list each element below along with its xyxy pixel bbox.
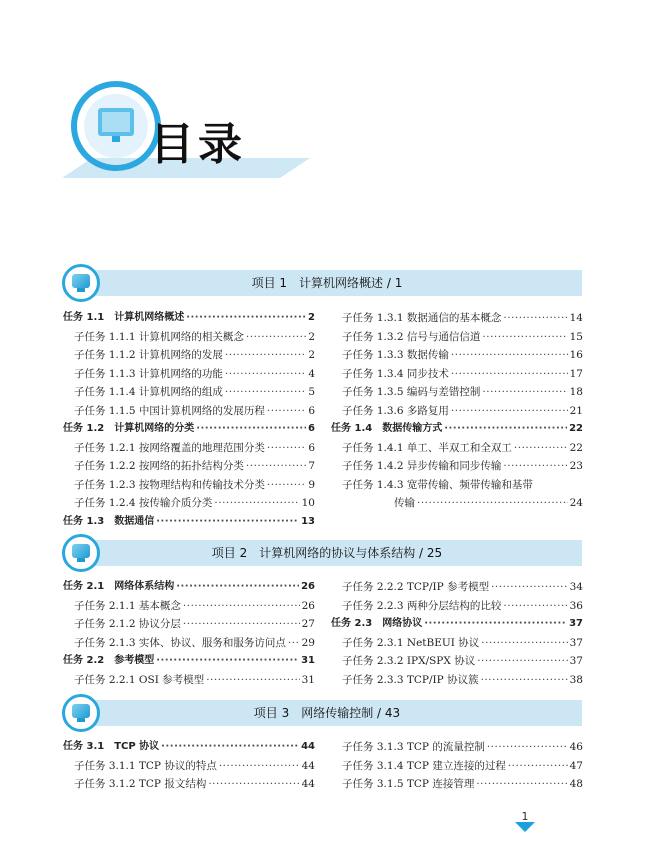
dot-leader <box>482 328 567 347</box>
project-title[interactable]: 项目 2 计算机网络的协议与体系结构 / 25 <box>211 546 443 560</box>
entry-page-number: 10 <box>301 497 315 509</box>
monitor-stand-icon <box>112 136 120 142</box>
entry-label: 传输 <box>394 497 415 509</box>
toc-subtask-entry[interactable] <box>63 457 315 476</box>
entry-page-number: 9 <box>308 478 315 491</box>
dot-leader <box>214 494 299 513</box>
page-title: 目录 <box>150 119 246 170</box>
toc-subtask-entry[interactable] <box>63 439 315 458</box>
toc-subtask-entry[interactable] <box>331 578 583 597</box>
toc-subtask-entry[interactable] <box>63 328 315 347</box>
toc-task-entry[interactable] <box>63 420 315 439</box>
entry-label: 子任务 1.2.4 按传输介质分类 <box>74 497 213 509</box>
entry-page-number: 26 <box>301 581 315 592</box>
entry-page-number: 31 <box>301 655 315 666</box>
toc-subtask-entry[interactable] <box>63 615 315 634</box>
toc-subtask-entry[interactable] <box>331 775 583 794</box>
toc-subtask-entry[interactable] <box>331 652 583 671</box>
entry-label: 子任务 1.3.1 数据通信的基本概念 <box>342 312 502 324</box>
toc-subtask-entry[interactable] <box>63 597 315 616</box>
toc-task-entry[interactable] <box>63 309 315 328</box>
entry-page-number: 7 <box>308 460 315 472</box>
title-decoration <box>0 0 645 190</box>
entry-page-number: 21 <box>569 404 583 417</box>
entry-label: 子任务 2.2.3 两种分层结构的比较 <box>342 599 502 612</box>
entry-page-number: 2 <box>308 312 315 323</box>
dot-leader <box>424 615 567 634</box>
entry-label: 子任务 1.4.2 异步传输和同步传输 <box>342 460 502 472</box>
entry-label: 子任务 2.3.2 IPX/SPX 协议 <box>342 655 476 667</box>
toc-subtask-entry[interactable] <box>331 738 583 757</box>
entry-label: 子任务 1.2.1 按网络覆盖的地理范围分类 <box>74 441 265 454</box>
project-title[interactable]: 项目 1 计算机网络概述 / 1 <box>251 276 403 290</box>
entry-page-number: 44 <box>301 759 315 772</box>
toc-subtask-entry[interactable] <box>63 402 315 421</box>
entry-page-number: 44 <box>301 741 315 752</box>
entry-page-number: 48 <box>569 778 583 790</box>
toc-task-entry[interactable] <box>63 578 315 597</box>
entry-label: 子任务 2.3.1 NetBEUI 协议 <box>342 636 480 649</box>
dot-leader <box>208 775 299 794</box>
dot-leader <box>481 634 567 653</box>
entry-page-number: 47 <box>569 759 583 772</box>
entry-page-number: 46 <box>569 741 583 753</box>
entry-label: 任务 1.2 计算机网络的分类 <box>63 423 195 434</box>
toc-subtask-entry[interactable] <box>63 671 315 690</box>
entry-label: 任务 1.1 计算机网络概述 <box>63 312 185 323</box>
toc-subtask-entry[interactable] <box>63 346 315 365</box>
toc-subtask-entry[interactable] <box>63 757 315 776</box>
toc-subtask-entry[interactable] <box>331 476 583 495</box>
toc-subtask-entry[interactable] <box>63 775 315 794</box>
entry-label: 子任务 1.2.3 按物理结构和传输技术分类 <box>74 478 265 491</box>
entry-page-number: 22 <box>569 441 583 454</box>
dot-leader <box>156 513 299 532</box>
toc-subtask-entry[interactable] <box>63 476 315 495</box>
entry-page-number: 37 <box>569 655 583 667</box>
entry-page-number: 29 <box>301 636 315 649</box>
entry-label: 子任务 1.3.4 同步技术 <box>342 367 449 380</box>
toc-subtask-entry[interactable] <box>63 634 315 653</box>
entry-label: 子任务 1.3.3 数据传输 <box>342 349 449 361</box>
entry-label: 子任务 1.4.1 单工、半双工和全双工 <box>342 441 512 454</box>
toc-column-left <box>63 578 315 689</box>
toc-column-right <box>331 578 583 689</box>
toc-subtask-entry[interactable] <box>331 671 583 690</box>
dot-leader <box>267 476 306 495</box>
page-number: 1 <box>521 810 529 823</box>
project-header <box>62 698 582 728</box>
dot-leader <box>225 383 306 402</box>
dot-leader <box>514 439 568 458</box>
dot-leader <box>176 578 299 597</box>
entry-page-number: 4 <box>308 367 315 380</box>
entry-page-number: 6 <box>308 423 315 434</box>
entry-label: 子任务 2.1.3 实体、协议、服务和服务访问点 <box>74 636 286 649</box>
entry-page-number: 14 <box>569 312 583 324</box>
entry-label: 子任务 1.1.5 中国计算机网络的发展历程 <box>74 404 265 417</box>
entry-label: 子任务 1.1.2 计算机网络的发展 <box>74 349 223 361</box>
project-header <box>62 268 582 298</box>
entry-page-number: 26 <box>301 599 315 612</box>
entry-page-number: 6 <box>308 404 315 417</box>
dot-leader <box>417 494 568 513</box>
entry-label: 子任务 1.4.3 宽带传输、频带传输和基带 <box>342 478 533 491</box>
entry-label: 子任务 3.1.3 TCP 的流量控制 <box>342 741 485 753</box>
entry-page-number: 24 <box>569 497 583 509</box>
project-title[interactable]: 项目 3 网络传输控制 / 43 <box>253 706 401 720</box>
toc-subtask-entry[interactable] <box>63 383 315 402</box>
dot-leader <box>267 402 306 421</box>
toc-subtask-entry[interactable] <box>331 597 583 616</box>
toc-column-right <box>331 738 583 794</box>
toc-subtask-entry[interactable] <box>331 757 583 776</box>
dot-leader <box>444 420 567 439</box>
toc-subtask-entry[interactable] <box>331 365 583 384</box>
toc-subtask-entry[interactable] <box>331 328 583 347</box>
dot-leader <box>503 597 567 616</box>
toc-subtask-entry[interactable] <box>331 457 583 476</box>
dot-leader <box>491 578 568 597</box>
dot-leader <box>288 634 300 653</box>
dot-leader <box>186 309 306 328</box>
monitor-screen-icon <box>102 112 130 132</box>
toc-task-entry[interactable] <box>331 615 583 634</box>
toc-column-left <box>63 309 315 531</box>
toc-column-left <box>63 738 315 794</box>
entry-label: 任务 3.1 TCP 协议 <box>63 741 160 752</box>
toc-subtask-entry[interactable] <box>331 346 583 365</box>
entry-page-number: 22 <box>569 423 583 434</box>
entry-label: 子任务 1.3.2 信号与通信信道 <box>342 330 481 343</box>
dot-leader <box>477 652 567 671</box>
dot-leader <box>451 402 568 421</box>
dot-leader <box>156 652 299 671</box>
toc-column-right <box>331 309 583 513</box>
title-banner <box>0 0 645 190</box>
dot-leader <box>487 738 568 757</box>
toc-subtask-entry[interactable] <box>331 439 583 458</box>
entry-page-number: 17 <box>569 367 583 380</box>
toc-subtask-entry[interactable] <box>331 309 583 328</box>
entry-label: 子任务 2.1.1 基本概念 <box>74 599 181 612</box>
entry-label: 子任务 1.3.6 多路复用 <box>342 404 449 417</box>
dot-leader <box>225 346 306 365</box>
dot-leader <box>246 457 306 476</box>
entry-page-number: 37 <box>569 618 583 629</box>
toc-task-entry[interactable] <box>63 738 315 757</box>
entry-page-number: 15 <box>569 330 583 343</box>
dot-leader <box>219 757 300 776</box>
entry-label: 子任务 1.1.4 计算机网络的组成 <box>74 386 223 398</box>
entry-label: 子任务 1.1.3 计算机网络的功能 <box>74 367 223 380</box>
dot-leader <box>183 597 300 616</box>
entry-page-number: 36 <box>569 599 583 612</box>
entry-label: 子任务 2.1.2 协议分层 <box>74 618 181 630</box>
dot-leader <box>508 757 568 776</box>
entry-page-number: 18 <box>569 386 583 398</box>
entry-page-number: 23 <box>569 460 583 472</box>
entry-label: 任务 1.4 数据传输方式 <box>331 423 443 434</box>
entry-label: 任务 2.2 参考模型 <box>63 655 155 666</box>
entry-page-number: 13 <box>301 515 315 527</box>
entry-label: 任务 2.3 网络协议 <box>331 618 423 629</box>
entry-label: 任务 2.1 网络体系结构 <box>63 581 175 592</box>
entry-label: 子任务 3.1.4 TCP 建立连接的过程 <box>342 759 506 772</box>
toc-subtask-entry[interactable] <box>331 402 583 421</box>
entry-label: 子任务 1.1.1 计算机网络的相关概念 <box>74 330 244 343</box>
dot-leader <box>183 615 300 634</box>
entry-page-number: 6 <box>308 441 315 454</box>
entry-page-number: 27 <box>301 618 315 630</box>
dot-leader <box>267 439 306 458</box>
entry-label: 子任务 1.3.5 编码与差错控制 <box>342 386 481 398</box>
entry-label: 子任务 1.2.2 按网络的拓扑结构分类 <box>74 460 244 472</box>
dot-leader <box>225 365 306 384</box>
toc-subtask-entry[interactable] <box>331 494 583 513</box>
page-arrow-icon <box>515 822 535 832</box>
entry-page-number: 31 <box>301 673 315 686</box>
entry-page-number: 38 <box>569 673 583 686</box>
toc-task-entry[interactable] <box>63 513 315 532</box>
dot-leader <box>481 671 568 690</box>
entry-label: 子任务 2.2.2 TCP/IP 参考模型 <box>342 581 490 593</box>
toc-subtask-entry[interactable] <box>63 365 315 384</box>
entry-page-number: 2 <box>308 330 315 343</box>
dot-leader <box>246 328 306 347</box>
dot-leader <box>451 365 568 384</box>
toc-subtask-entry[interactable] <box>331 634 583 653</box>
dot-leader <box>161 738 299 757</box>
entry-label: 子任务 2.3.3 TCP/IP 协议簇 <box>342 673 479 686</box>
entry-label: 子任务 3.1.5 TCP 连接管理 <box>342 778 475 790</box>
entry-page-number: 34 <box>569 581 583 593</box>
entry-page-number: 44 <box>301 778 315 790</box>
entry-label: 任务 1.3 数据通信 <box>63 515 155 527</box>
toc-subtask-entry[interactable] <box>331 383 583 402</box>
dot-leader <box>206 671 299 690</box>
toc-task-entry[interactable] <box>331 420 583 439</box>
entry-page-number: 2 <box>308 349 315 361</box>
dot-leader <box>451 346 568 365</box>
dot-leader <box>503 457 567 476</box>
entry-label: 子任务 3.1.2 TCP 报文结构 <box>74 778 207 790</box>
toc-task-entry[interactable] <box>63 652 315 671</box>
dot-leader <box>482 383 567 402</box>
entry-label: 子任务 2.2.1 OSI 参考模型 <box>74 673 205 686</box>
entry-page-number: 37 <box>569 636 583 649</box>
entry-page-number: 5 <box>308 386 315 398</box>
dot-leader <box>476 775 567 794</box>
entry-page-number: 16 <box>569 349 583 361</box>
dot-leader <box>196 420 306 439</box>
project-header <box>62 538 582 568</box>
toc-subtask-entry[interactable] <box>63 494 315 513</box>
entry-label: 子任务 3.1.1 TCP 协议的特点 <box>74 759 217 772</box>
dot-leader <box>503 309 567 328</box>
